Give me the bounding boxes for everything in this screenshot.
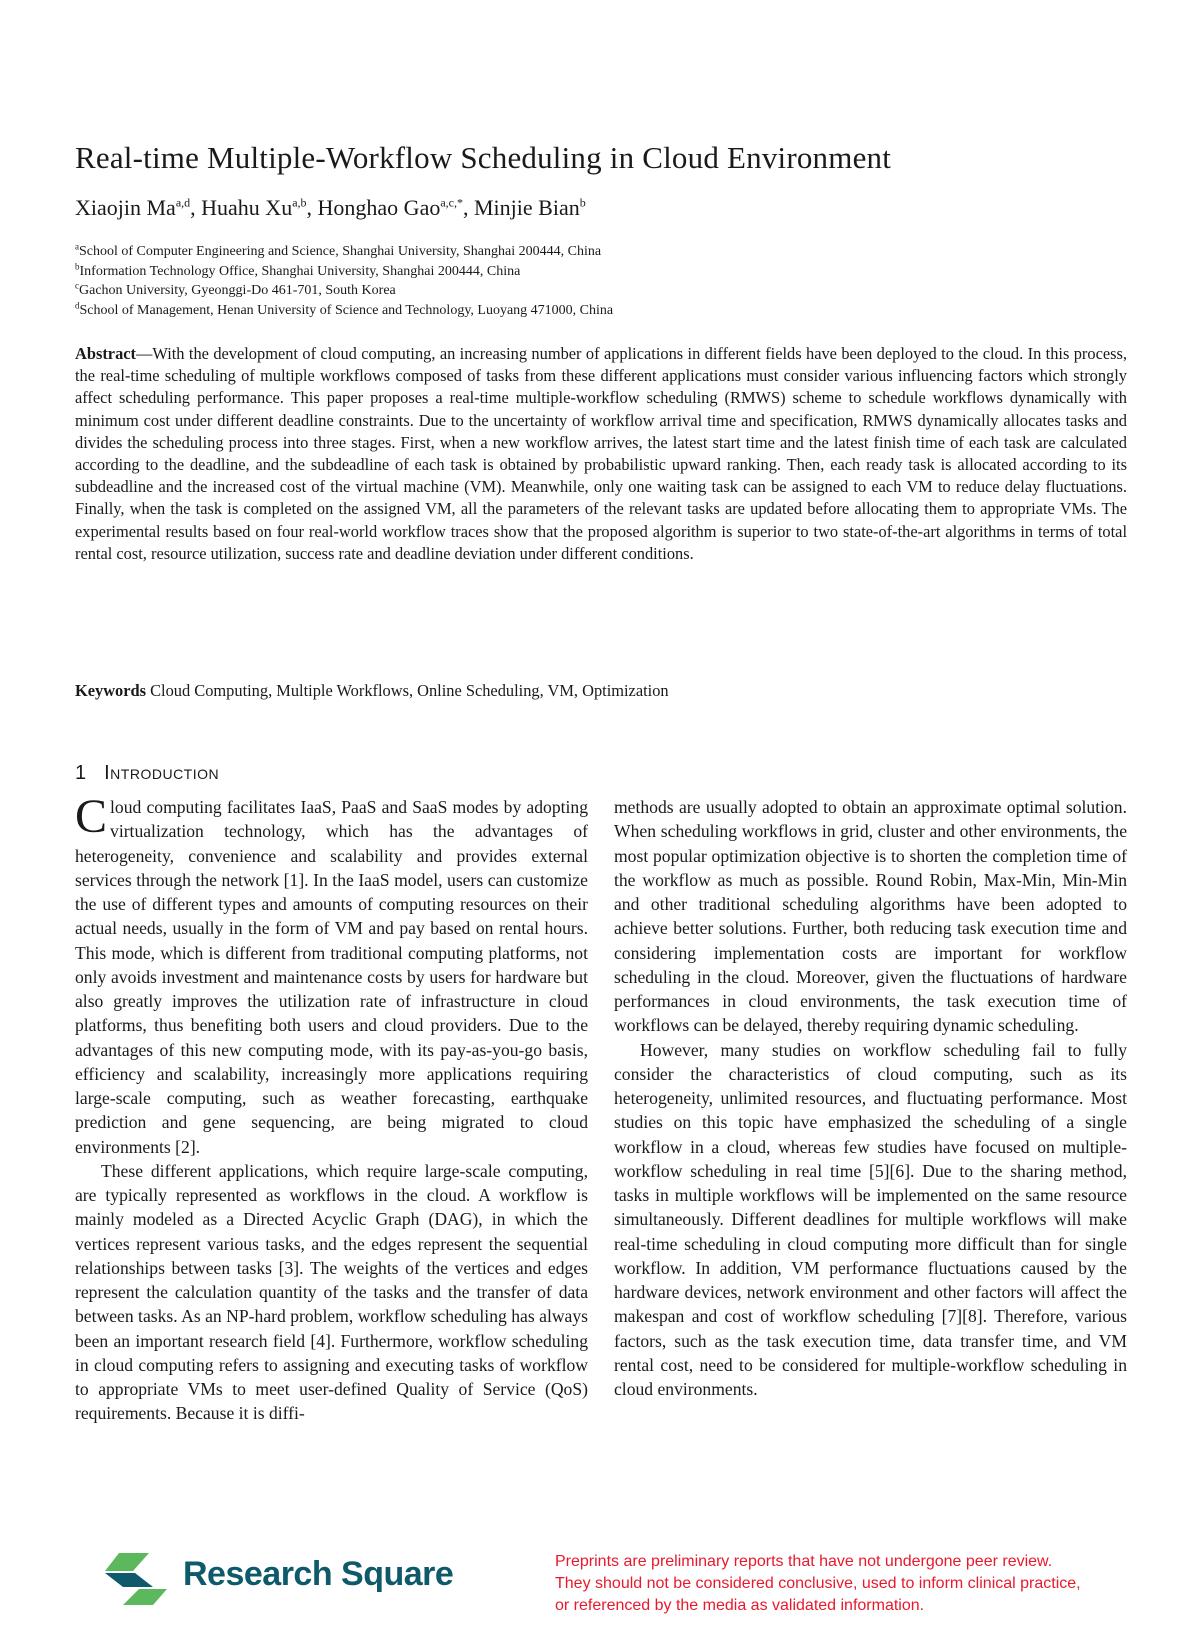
author-name: Minjie Bian [474,195,580,220]
author-name: Huahu Xu [201,195,293,220]
keywords-text: Cloud Computing, Multiple Workflows, Online Scheduling, VM, Optimization [146,681,669,700]
abstract-label: Abstract [75,344,136,363]
author-affil-mark: b [579,195,586,210]
affiliation-list [75,242,613,320]
affiliation-mark: a [75,241,79,252]
abstract-text: —With the development of cloud computing, an increasing number of applications in different fields have been deployed to the cloud. In this process, the real-time scheduling of multiple workflows composed of tasks from these different applications must consider various influencing factors which strongly affect scheduling performance. This paper proposes a real-time multiple-workflow scheduling (RMWS) scheme to schedule workflows dynamically with minimum cost under different deadline constraints. Due to the uncertainty of workflow arrival time and specification, RMWS dynamically allocates tasks and divides the scheduling process into three stages. First, when a new workflow arrives, the latest start time and the latest finish time of each task are calculated according to the deadline, and the subdeadline of each task is obtained by probabilistic upward ranking. Then, each ready task is allocated according to its subdeadline and the increased cost of the virtual machine (VM). Meanwhile, only one waiting task can be assigned to each VM to reduce delay fluctuations. Finally, when the task is completed on the assigned VM, all the parameters of the relevant tasks are updated before allocating them to appropriate VMs. The experimental results based on four real-world workflow traces show that the proposed algorithm is superior to two state-of-the-art algorithms in terms of total rental cost, resource utilization, success rate and deadline deviation under different conditions. [75,344,1127,563]
section-title: Introduction [104,762,220,784]
affiliation-mark: d [75,299,80,310]
author-name: Honghao Gao [317,195,441,220]
affiliation-text: Gachon University, Gyeonggi-Do 461-701, South Korea [79,283,396,298]
author-list [75,195,586,221]
body-paragraph: methods are usually adopted to obtain an approximate optimal solution. When scheduling workflows in grid, cluster and other environments, the most popular optimization objective is to shorten the completion time of the workflow as much as possible. Round Robin, Max-Min, Min-Min and other traditional scheduling algorithms have been adopted to achieve better solutions. Further, both reducing task execution time and considering implementation costs are important for workflow scheduling in the cloud. Moreover, given the fluctuations of hardware performances in cloud environments, the task execution time of workflows can be delayed, thereby requiring dynamic scheduling. [614,797,1127,1036]
disclaimer-line: or referenced by the media as validated information. [555,1597,925,1614]
author-separator: , [463,195,474,220]
author-affil-mark: a,b [292,195,307,210]
affiliation-mark: b [75,260,80,271]
paper-title: Real-time Multiple-Workflow Scheduling in Cloud Environment [75,140,892,175]
author-separator: , [306,195,318,220]
paragraph-text: loud computing facilitates IaaS, PaaS and SaaS modes by adopting virtualization technology, which has the advantages of heterogeneity, convenience and scalability and provides external services through the network [1]. In the IaaS model, users can customize the use of different types and amounts of computing resources on their actual needs, usually in the form of VM and pay based on rental hours. This mode, which is different from traditional computing platforms, not only avoids investment and maintenance costs by users for hardware but also greatly improves the utilization rate of infrastructure in cloud platforms, thus benefiting both users and cloud providers. Due to the advantages of this new computing mode, with its pay-as-you-go basis, efficiency and scalability, increasingly more applications requiring large-scale computing, such as weather forecasting, earthquake prediction and gene sequencing, are being migrated to cloud environments [2]. [75,797,588,1157]
affiliation [75,281,613,301]
affiliation-text: School of Computer Engineering and Science, Shanghai University, Shanghai 200444, China [79,244,602,259]
author-name: Xiaojin Ma [75,195,176,220]
abstract [75,343,1127,565]
author-separator: , [190,195,202,220]
keywords-label: Keywords [75,681,147,700]
section-number: 1 [75,762,87,784]
affiliation [75,301,613,321]
author-affil-mark: a,c,* [440,195,463,210]
body-paragraph [75,795,588,1159]
research-square-logo-icon[interactable] [105,1553,167,1605]
body-column-right [614,795,1127,1532]
affiliation-text: Information Technology Office, Shanghai University, Shanghai 200444, China [79,263,521,279]
affiliation [75,262,613,282]
research-square-logo-text[interactable]: Research Square [183,1555,454,1593]
disclaimer-line: They should not be considered conclusive, used to inform clinical practice, [555,1575,1081,1592]
section-heading [75,762,219,785]
keywords [75,681,669,701]
affiliation-mark: c [75,280,79,291]
affiliation-text: School of Management, Henan University of Science and Technology, Luoyang 471000, China [79,302,614,318]
author-affil-mark: a,d [175,195,191,210]
body-paragraph: However, many studies on workflow scheduling fail to fully consider the characteristics of cloud computing, such as its heterogeneity, unlimited resources, and fluctuating performance. Most studies on this topic have emphasized the scheduling of a single workflow in a cloud, whereas few studies have focused on multiple-workflow scheduling in real time [5][6]. Due to the sharing method, tasks in multiple workflows will be implemented on the same resource simultaneously. Different deadlines for multiple workflows will make real-time scheduling in cloud computing more difficult than for single workflow. In addition, VM performance fluctuations caused by the hardware devices, network environment and other factors will affect the makespan and cost of workflow scheduling [7][8]. Therefore, various factors, such as the task execution time, data transfer time, and VM rental cost, need to be considered for multiple-workflow scheduling in cloud environments. [614,1039,1127,1399]
body-column-left [75,795,588,1532]
disclaimer-line: Preprints are preliminary reports that have not undergone peer review. [555,1553,1053,1570]
body-paragraph: These different applications, which require large-scale computing, are typically represented as workflows in the cloud. A workflow is mainly modeled as a Directed Acyclic Graph (DAG), in which the vertices represent various tasks, and the edges represent the sequential relationships between tasks [3]. The weights of the vertices and edges represent the calculation quantity of the tasks and the transfer of data between tasks. As an NP-hard problem, workflow scheduling has always been an important research field [4]. Furthermore, workflow scheduling in cloud computing refers to assigning and executing tasks of workflow to appropriate VMs to meet user-defined Quality of Service (QoS) requirements. Because it is diffi- [75,1160,588,1424]
affiliation [75,242,613,262]
preprint-disclaimer [555,1551,1081,1617]
drop-cap: C [75,795,108,843]
